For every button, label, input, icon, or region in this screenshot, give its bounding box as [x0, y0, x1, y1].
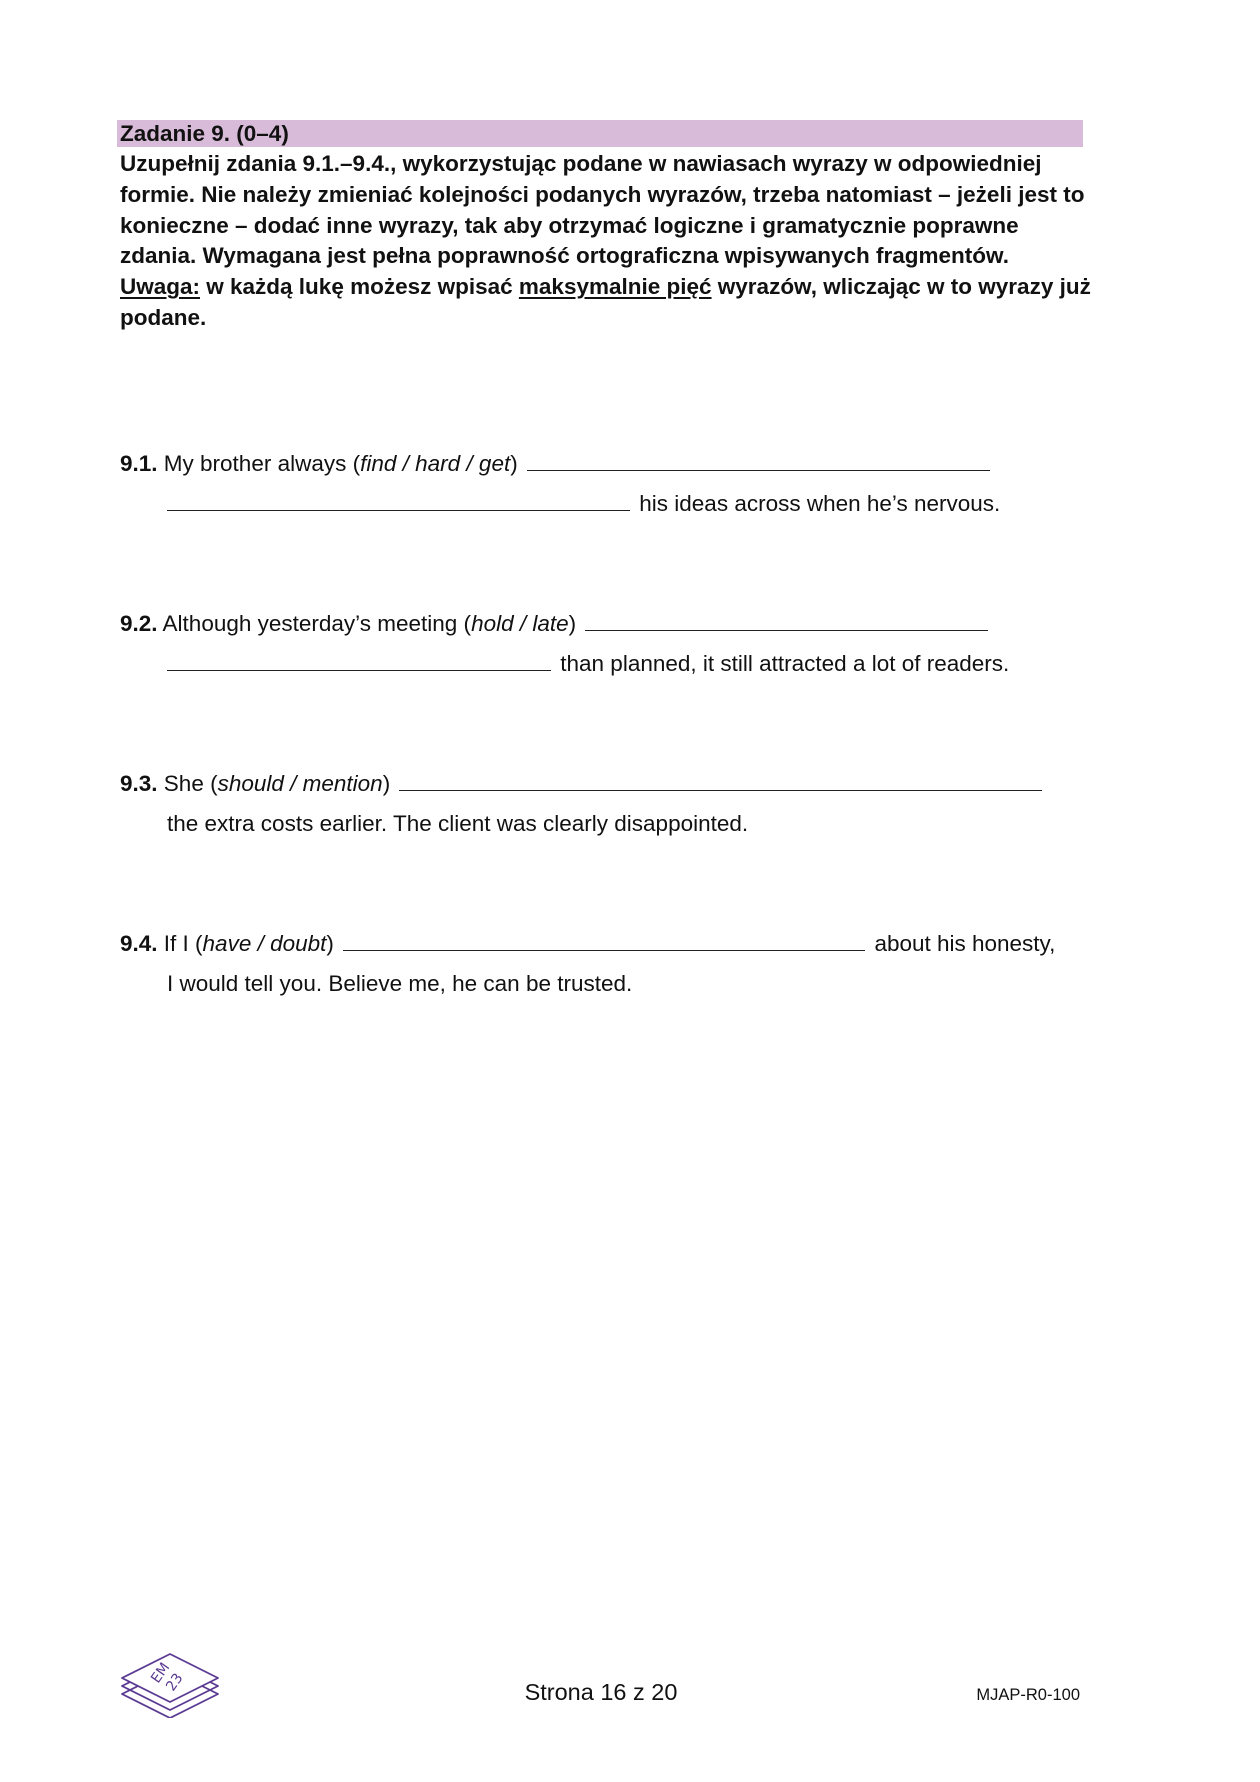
answer-blank-continued[interactable] — [167, 646, 551, 671]
item-continuation: than planned, it still attracted a lot of readers. — [560, 651, 1010, 676]
item-text: Although yesterday’s meeting ( — [162, 611, 472, 636]
note-text-after: wyrazów, wliczając w to wyrazy już podane. — [120, 274, 1091, 330]
item-continuation: I would tell you. Believe me, he can be trusted. — [167, 971, 633, 996]
item-inline-after: about his honesty, — [874, 931, 1056, 956]
note-label: Uwaga: — [120, 274, 201, 300]
answer-blank[interactable] — [343, 926, 865, 951]
item-text: If I ( — [163, 931, 203, 956]
answer-blank-continued[interactable] — [167, 486, 630, 511]
note-emphasis: maksymalnie pięć — [518, 274, 712, 300]
note — [120, 272, 1100, 334]
page-number: Strona 16 z 20 — [524, 1679, 678, 1705]
item-cue-close: ) — [568, 611, 577, 636]
exercise-item-9-1 — [120, 444, 1080, 524]
item-cue: should / mention — [217, 771, 383, 796]
document-code: MJAP-R0-100 — [976, 1686, 1080, 1704]
task-title: Zadanie 9. (0–4) — [120, 121, 289, 146]
item-cue-close: ) — [382, 771, 391, 796]
exercise-item-9-3 — [120, 764, 1080, 844]
exercise-item-9-4 — [120, 924, 1080, 1004]
item-cue-close: ) — [510, 451, 518, 476]
item-text: She ( — [163, 771, 218, 796]
item-cue: hold / late — [471, 611, 569, 636]
item-number: 9.2. — [120, 611, 158, 636]
item-number: 9.1. — [120, 451, 158, 476]
task-header-bar — [117, 120, 1083, 147]
item-cue: find / hard / get — [360, 451, 511, 476]
item-text: My brother always ( — [163, 451, 361, 476]
item-number: 9.4. — [120, 931, 158, 956]
item-cue-close: ) — [326, 931, 334, 956]
answer-blank[interactable] — [399, 766, 1042, 791]
task-instructions — [120, 149, 1100, 334]
item-number: 9.3. — [120, 771, 158, 796]
note-text-before: w każdą lukę możesz wpisać — [200, 274, 519, 300]
logo-text-em: EM — [148, 1659, 174, 1687]
item-cue: have / doubt — [202, 931, 327, 956]
answer-blank[interactable] — [585, 606, 988, 631]
logo-text-23: 23 — [163, 1670, 187, 1695]
exercise-item-9-2 — [120, 604, 1080, 684]
instructions-text: Uzupełnij zdania 9.1.–9.4., wykorzystując podane w nawiasach wyrazy w odpowiedniej formie. Nie należy zmieniać kolejności podanych wyrazów, trzeba natomiast – jeżeli jest to konieczne – dodać inne wyrazy, tak aby otrzymać logiczne i gramatycznie poprawne zdania. Wymagana jest pełna poprawność ortograficzna wpisywanych fragmentów. — [120, 151, 1085, 269]
answer-blank[interactable] — [527, 446, 990, 471]
item-continuation: his ideas across when he’s nervous. — [639, 491, 1001, 516]
item-continuation: the extra costs earlier. The client was clearly disappointed. — [167, 811, 749, 836]
